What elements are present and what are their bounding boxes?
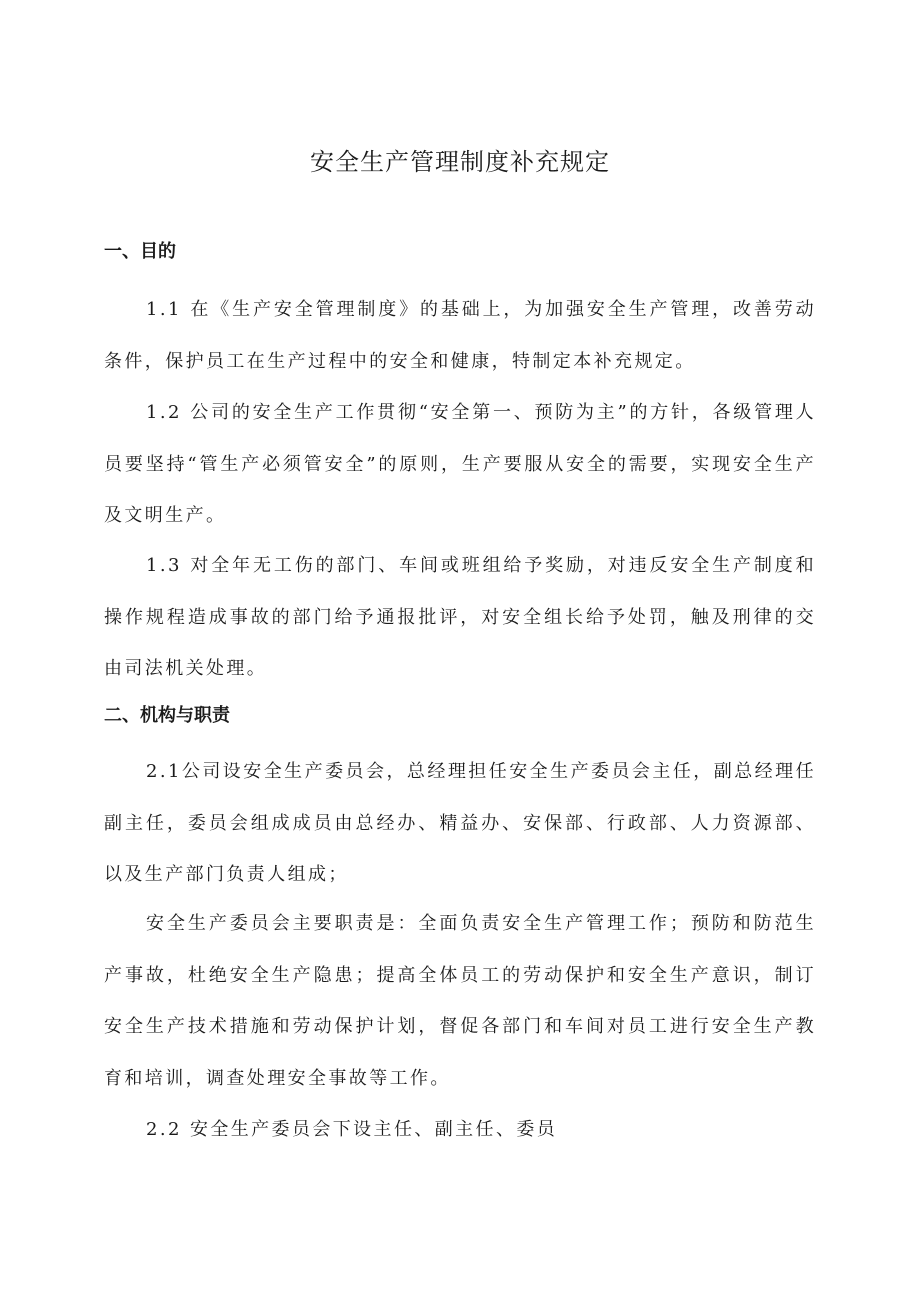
paragraph-2-1: 2.1公司设安全生产委员会，总经理担任安全生产委员会主任，副总经理任副主任，委员会组成成员由总经办、精益办、安保部、行政部、人力资源部、以及生产部门负责人组成； <box>104 761 816 885</box>
paragraph-committee-duties: 安全生产委员会主要职责是：全面负责安全生产管理工作；预防和防范生产事故，杜绝安全生产隐患；提高全体员工的劳动保护和安全生产意识，制订安全生产技术措施和劳动保护计划，督促各部门和车间对员工进行安全生产教育和培训，调查处理安全事故等工作。 <box>104 913 816 1089</box>
paragraph-1-1: 1.1 在《生产安全管理制度》的基础上，为加强安全生产管理，改善劳动条件，保护员工在生产过程中的安全和健康，特制定本补充规定。 <box>104 299 816 372</box>
paragraph-2-2: 2.2 安全生产委员会下设主任、副主任、委员 <box>146 1119 558 1140</box>
page-title: 安全生产管理制度补充规定 <box>310 148 610 177</box>
paragraph-1-3: 1.3 对全年无工伤的部门、车间或班组给予奖励，对违反安全生产制度和操作规程造成事故的部门给予通报批评，对安全组长给予处罚，触及刑律的交由司法机关处理。 <box>104 555 816 679</box>
section-heading-purpose: 一、目的 <box>104 241 176 262</box>
paragraph-1-2: 1.2 公司的安全生产工作贯彻“安全第一、预防为主”的方针，各级管理人员要坚持“管生产必须管安全”的原则，生产要服从安全的需要，实现安全生产及文明生产。 <box>104 402 816 526</box>
section-heading-organization: 二、机构与职责 <box>104 705 230 726</box>
